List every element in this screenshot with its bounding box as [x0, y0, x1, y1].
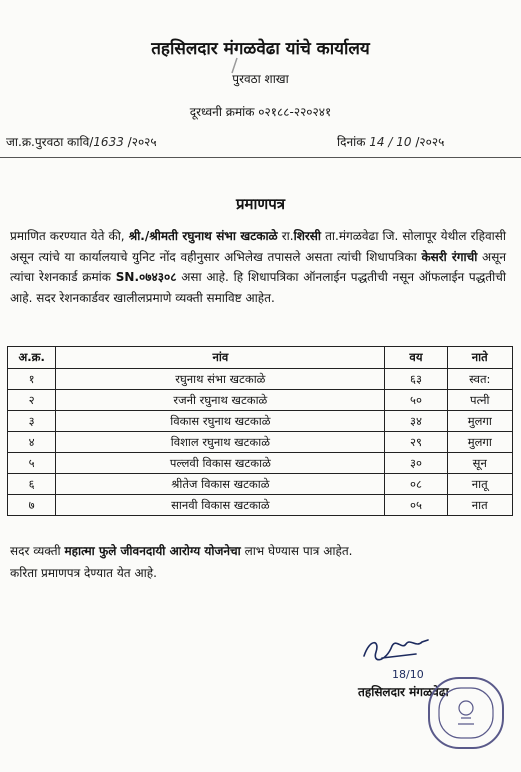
cell-name: श्रीतेज विकास खटकाळे — [56, 474, 385, 495]
cell-age: २९ — [385, 432, 447, 453]
cell-name: विशाल रघुनाथ खटकाळे — [56, 432, 385, 453]
closing-part-2: लाभ घेण्यास पात्र आहेत. — [240, 544, 353, 558]
cell-age: ३० — [385, 453, 447, 474]
col-header-name: नांव — [56, 347, 385, 369]
office-title: तहसिलदार मंगळवेढा यांचे कार्यालय — [151, 39, 370, 59]
cell-age: ५० — [385, 390, 447, 411]
table-row — [8, 390, 513, 411]
cell-relation: स्वत: — [447, 369, 512, 390]
date-suffix: /२०२५ — [411, 135, 445, 149]
closing-part-1: सदर व्यक्ती — [10, 544, 65, 558]
cell-relation: नात — [447, 495, 512, 516]
card-color: केसरी रंगाची — [421, 249, 478, 264]
beneficiary-table — [7, 346, 513, 516]
cell-sr: ४ — [8, 432, 56, 453]
cell-name: विकास रघुनाथ खटकाळे — [56, 411, 385, 432]
signatory-designation: तहसिलदार मंगळवेढा — [358, 685, 449, 699]
col-header-relation: नाते — [447, 347, 512, 369]
card-number: SN.०७४३०८ — [115, 270, 177, 284]
cell-age: ६३ — [385, 369, 447, 390]
certificate-body — [10, 226, 506, 308]
cell-age: ०८ — [385, 474, 447, 495]
holder-name: श्री./श्रीमती रघुनाथ संभा खटकाळे — [128, 229, 278, 243]
table-header-row — [8, 347, 513, 369]
cell-relation: नातू — [447, 474, 512, 495]
closing-line-1 — [10, 540, 506, 562]
signature-date: 18/10 — [392, 668, 424, 681]
village-name: शिरसी — [293, 229, 321, 243]
phone-line — [0, 103, 521, 120]
cell-sr: १ — [8, 369, 56, 390]
body-text-4: असून त्यांचा रेशनकार्ड क्रमांक — [10, 249, 506, 284]
ref-prefix: जा.क्र.पुरवठा कावि/ — [6, 135, 94, 149]
phone-label: दूरध्वनी क्रमांक — [189, 105, 255, 119]
ref-suffix: /२०२५ — [123, 135, 157, 149]
body-text-2: रा. — [277, 229, 294, 243]
closing-text — [10, 540, 506, 584]
cell-age: ३४ — [385, 411, 447, 432]
closing-line-2: करिता प्रमाणपत्र देण्यात येत आहे. — [10, 566, 157, 580]
cell-sr: ७ — [8, 495, 56, 516]
cell-relation: सून — [447, 453, 512, 474]
table-row — [8, 432, 513, 453]
cell-sr: ५ — [8, 453, 56, 474]
cell-name: रजनी रघुनाथ खटकाळे — [56, 390, 385, 411]
cell-age: ०५ — [385, 495, 447, 516]
cell-sr: ६ — [8, 474, 56, 495]
table-row — [8, 411, 513, 432]
body-text-3: ता.मंगळवेढा जि. सोलापूर येथील रहिवासी असून त्यांचे या कार्यालयाचे युनिट नोंद वहीनुसार अभिलेख तपासले असता त्यांची शिधापत्रिका — [10, 229, 506, 264]
reference-number — [6, 133, 157, 150]
body-text-1: प्रमाणित करण्यात येते की, — [10, 229, 129, 243]
branch-name: पुरवठा शाखा — [232, 72, 289, 86]
ref-handwritten: 1633 — [93, 135, 124, 149]
official-seal — [423, 668, 513, 758]
certificate-heading: प्रमाणपत्र — [235, 195, 286, 213]
table-row — [8, 495, 513, 516]
table-row — [8, 369, 513, 390]
issue-date — [337, 133, 444, 150]
date-label: दिनांक — [337, 135, 366, 149]
cell-relation: मुलगा — [447, 432, 512, 453]
cell-name: सानवी विकास खटकाळे — [56, 495, 385, 516]
table-row — [8, 474, 513, 495]
header-divider — [0, 157, 521, 158]
col-header-age: वय — [385, 347, 447, 369]
phone-number: ०२१८८-२२०२४१ — [258, 105, 332, 119]
scheme-name: महात्मा फुले जीवनदायी आरोग्य योजनेचा — [64, 544, 241, 558]
cell-relation: मुलगा — [447, 411, 512, 432]
date-handwritten: 14 / 10 — [369, 135, 412, 149]
cell-sr: २ — [8, 390, 56, 411]
cell-name: रघुनाथ संभा खटकाळे — [56, 369, 385, 390]
col-header-sr: अ.क्र. — [8, 347, 56, 369]
table-row — [8, 453, 513, 474]
cell-sr: ३ — [8, 411, 56, 432]
cell-name: पल्लवी विकास खटकाळे — [56, 453, 385, 474]
cell-relation: पत्नी — [447, 390, 512, 411]
body-text-5: असा आहे. हि शिधापत्रिका ऑनलाईन पद्धतीची नसून ऑफलाईन पद्धतीची आहे. सदर रेशनकार्डवर खालीलप्रमाणे व्यक्ती समाविष्ट आहेत. — [10, 270, 506, 305]
